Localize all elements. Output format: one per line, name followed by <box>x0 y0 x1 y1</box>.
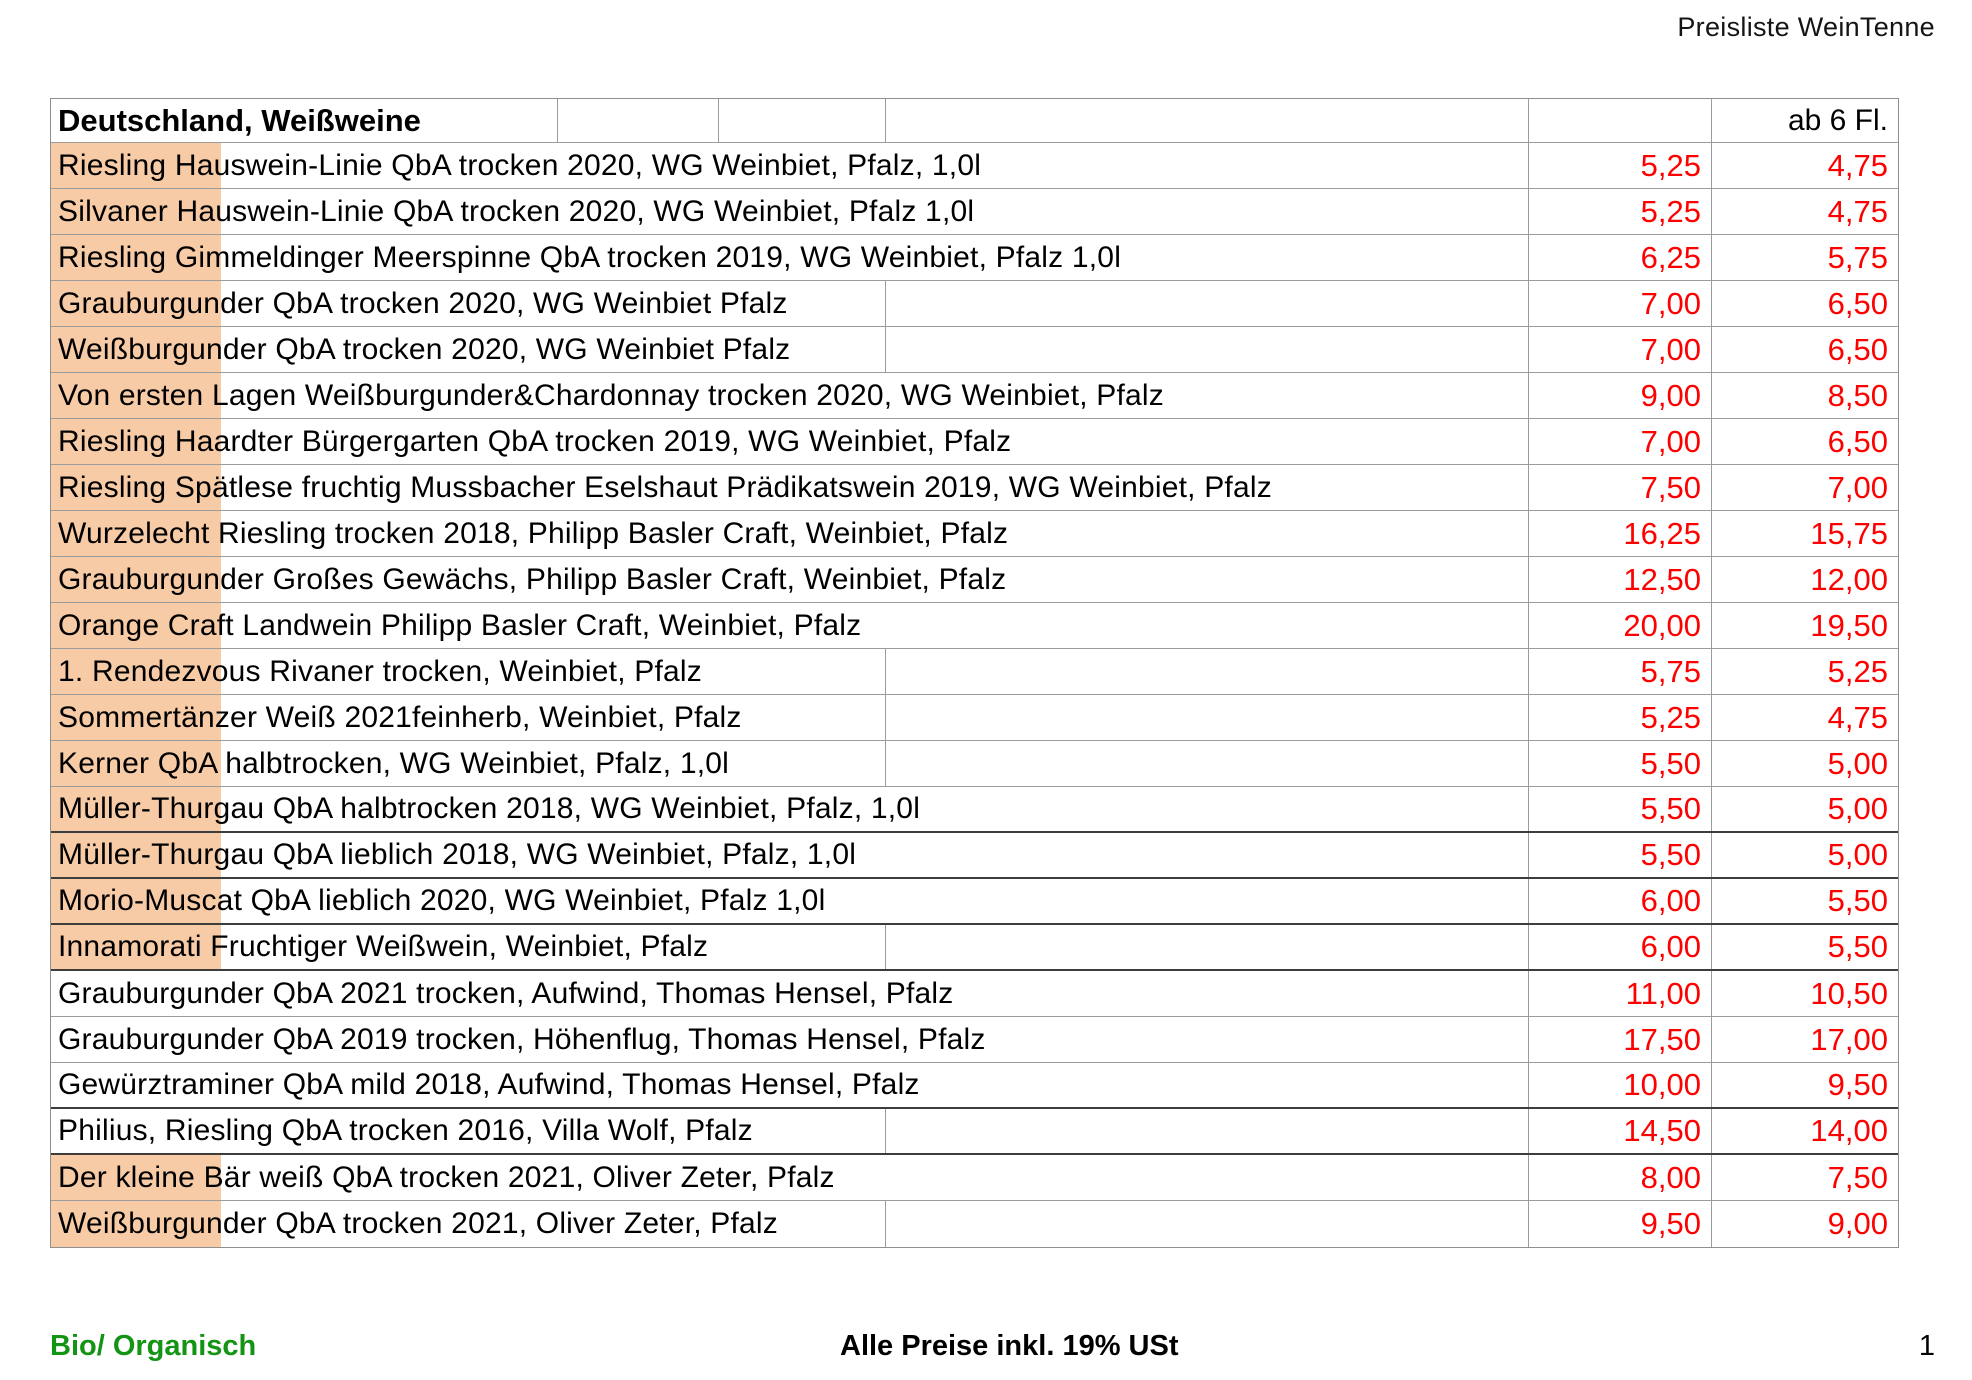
wine-name: Weißburgunder QbA trocken 2020, WG Weinbiet Pfalz <box>58 332 791 366</box>
price-from-6-bottles: 6,50 <box>1711 281 1898 326</box>
price-from-6-bottles: 4,75 <box>1711 143 1898 188</box>
price-from-6-bottles: 5,00 <box>1711 741 1898 786</box>
wine-name: Silvaner Hauswein-Linie QbA trocken 2020, WG Weinbiet, Pfalz 1,0l <box>58 194 975 228</box>
cell-grid-line <box>885 695 886 740</box>
header-grid-line <box>557 99 558 142</box>
wine-name: 1. Rendezvous Rivaner trocken, Weinbiet, Pfalz <box>58 654 702 688</box>
price-per-bottle: 7,00 <box>1528 281 1711 326</box>
price-per-bottle: 9,00 <box>1528 373 1711 418</box>
table-row <box>51 971 1898 1017</box>
price-from-6-bottles: 8,50 <box>1711 373 1898 418</box>
wine-name: Riesling Hauswein-Linie QbA trocken 2020, WG Weinbiet, Pfalz, 1,0l <box>58 148 982 182</box>
wine-price-table <box>50 98 1899 1248</box>
price-from-6-bottles: 6,50 <box>1711 327 1898 372</box>
cell-grid-line <box>885 925 886 969</box>
cell-grid-line <box>885 649 886 694</box>
table-row <box>51 879 1898 925</box>
price-from-6-bottles: 15,75 <box>1711 511 1898 556</box>
wine-name: Der kleine Bär weiß QbA trocken 2021, Oliver Zeter, Pfalz <box>58 1160 835 1194</box>
header-grid-line <box>1528 99 1529 142</box>
price-from-6-bottles: 10,50 <box>1711 971 1898 1016</box>
price-per-bottle: 8,00 <box>1528 1155 1711 1200</box>
price-from-6-bottles: 4,75 <box>1711 189 1898 234</box>
table-row <box>51 189 1898 235</box>
wine-name: Grauburgunder QbA 2021 trocken, Aufwind, Thomas Hensel, Pfalz <box>58 976 954 1010</box>
wine-name: Müller-Thurgau QbA halbtrocken 2018, WG Weinbiet, Pfalz, 1,0l <box>58 792 921 825</box>
price-per-bottle: 17,50 <box>1528 1017 1711 1062</box>
wine-name: Orange Craft Landwein Philipp Basler Craft, Weinbiet, Pfalz <box>58 608 862 642</box>
price-per-bottle: 16,25 <box>1528 511 1711 556</box>
wine-name: Grauburgunder QbA 2019 trocken, Höhenflug, Thomas Hensel, Pfalz <box>58 1022 986 1056</box>
wine-name: Müller-Thurgau QbA lieblich 2018, WG Weinbiet, Pfalz, 1,0l <box>58 838 857 871</box>
wine-name: Sommertänzer Weiß 2021feinherb, Weinbiet, Pfalz <box>58 700 742 734</box>
table-row <box>51 649 1898 695</box>
price-per-bottle: 7,50 <box>1528 465 1711 510</box>
page-number: 1 <box>1918 1330 1935 1362</box>
price-from-6-bottles: 14,00 <box>1711 1109 1898 1153</box>
wine-name: Riesling Haardter Bürgergarten QbA trocken 2019, WG Weinbiet, Pfalz <box>58 424 1012 458</box>
price-from-6-bottles: 4,75 <box>1711 695 1898 740</box>
price-from-6-bottles: 9,50 <box>1711 1063 1898 1107</box>
header-grid-line <box>718 99 719 142</box>
price-per-bottle: 5,50 <box>1528 741 1711 786</box>
price-from-6-bottles: 5,75 <box>1711 235 1898 280</box>
table-section-title: Deutschland, Weißweine <box>58 102 421 138</box>
price-from-6-bottles: 7,50 <box>1711 1155 1898 1200</box>
vat-note: Alle Preise inkl. 19% USt <box>840 1330 1179 1362</box>
table-row <box>51 557 1898 603</box>
price-from-6-bottles: 6,50 <box>1711 419 1898 464</box>
table-row <box>51 143 1898 189</box>
cell-grid-line <box>885 281 886 326</box>
wine-name: Kerner QbA halbtrocken, WG Weinbiet, Pfalz, 1,0l <box>58 746 730 780</box>
price-per-bottle: 7,00 <box>1528 327 1711 372</box>
wine-name: Weißburgunder QbA trocken 2021, Oliver Zeter, Pfalz <box>58 1207 778 1240</box>
table-row <box>51 787 1898 833</box>
wine-name: Grauburgunder QbA trocken 2020, WG Weinbiet Pfalz <box>58 286 788 320</box>
price-from-6-bottles: 5,25 <box>1711 649 1898 694</box>
wine-name: Philius, Riesling QbA trocken 2016, Villa Wolf, Pfalz <box>58 1114 753 1147</box>
price-per-bottle: 14,50 <box>1528 1109 1711 1153</box>
wine-name: Riesling Gimmeldinger Meerspinne QbA trocken 2019, WG Weinbiet, Pfalz 1,0l <box>58 240 1122 274</box>
wine-name: Grauburgunder Großes Gewächs, Philipp Basler Craft, Weinbiet, Pfalz <box>58 562 1007 596</box>
price-per-bottle: 6,25 <box>1528 235 1711 280</box>
wine-name: Von ersten Lagen Weißburgunder&Chardonnay trocken 2020, WG Weinbiet, Pfalz <box>58 378 1164 412</box>
price-from-6-bottles: 17,00 <box>1711 1017 1898 1062</box>
price-per-bottle: 20,00 <box>1528 603 1711 648</box>
wine-table-rows <box>51 143 1898 1247</box>
page-title: Preisliste WeinTenne <box>1677 12 1935 42</box>
price-per-bottle: 5,50 <box>1528 787 1711 831</box>
wine-name: Riesling Spätlese fruchtig Mussbacher Eselshaut Prädikatswein 2019, WG Weinbiet, Pfalz <box>58 470 1272 504</box>
cell-grid-line <box>885 741 886 786</box>
price-per-bottle: 6,00 <box>1528 925 1711 969</box>
price-per-bottle: 7,00 <box>1528 419 1711 464</box>
table-row <box>51 1155 1898 1201</box>
price-from-6-bottles: 9,00 <box>1711 1201 1898 1247</box>
price-per-bottle: 6,00 <box>1528 879 1711 923</box>
table-row <box>51 1201 1898 1247</box>
wine-name: Wurzelecht Riesling trocken 2018, Philipp Basler Craft, Weinbiet, Pfalz <box>58 516 1009 550</box>
table-row <box>51 465 1898 511</box>
cell-grid-line <box>885 327 886 372</box>
table-row <box>51 833 1898 879</box>
table-row <box>51 1109 1898 1155</box>
table-row <box>51 373 1898 419</box>
price-per-bottle: 10,00 <box>1528 1063 1711 1107</box>
price-from-6-bottles: 12,00 <box>1711 557 1898 602</box>
table-row <box>51 1017 1898 1063</box>
table-row <box>51 925 1898 971</box>
price-per-bottle: 5,25 <box>1528 143 1711 188</box>
table-header-row <box>51 99 1898 143</box>
table-row <box>51 281 1898 327</box>
cell-grid-line <box>885 1109 886 1153</box>
table-row <box>51 235 1898 281</box>
wine-name: Innamorati Fruchtiger Weißwein, Weinbiet, Pfalz <box>58 930 709 963</box>
price-per-bottle: 9,50 <box>1528 1201 1711 1247</box>
price-from-6-bottles: 19,50 <box>1711 603 1898 648</box>
price-per-bottle: 11,00 <box>1528 971 1711 1016</box>
table-row <box>51 419 1898 465</box>
price-from-6-bottles: 5,00 <box>1711 787 1898 831</box>
table-row <box>51 741 1898 787</box>
wine-name: Gewürztraminer QbA mild 2018, Aufwind, Thomas Hensel, Pfalz <box>58 1068 920 1101</box>
table-row <box>51 1063 1898 1109</box>
wine-name: Morio-Muscat QbA lieblich 2020, WG Weinbiet, Pfalz 1,0l <box>58 884 826 917</box>
price-from-6-bottles: 5,00 <box>1711 833 1898 877</box>
price-6-column-header: ab 6 Fl. <box>1711 99 1898 142</box>
price-per-bottle: 5,50 <box>1528 833 1711 877</box>
table-row <box>51 603 1898 649</box>
price-per-bottle: 5,25 <box>1528 189 1711 234</box>
price-per-bottle: 5,75 <box>1528 649 1711 694</box>
price-from-6-bottles: 5,50 <box>1711 879 1898 923</box>
organic-legend: Bio/ Organisch <box>50 1330 257 1362</box>
cell-grid-line <box>885 1201 886 1247</box>
table-row <box>51 511 1898 557</box>
price-from-6-bottles: 7,00 <box>1711 465 1898 510</box>
price-per-bottle: 5,25 <box>1528 695 1711 740</box>
header-grid-line <box>885 99 886 142</box>
table-row <box>51 695 1898 741</box>
table-row <box>51 327 1898 373</box>
price-per-bottle: 12,50 <box>1528 557 1711 602</box>
price-from-6-bottles: 5,50 <box>1711 925 1898 969</box>
